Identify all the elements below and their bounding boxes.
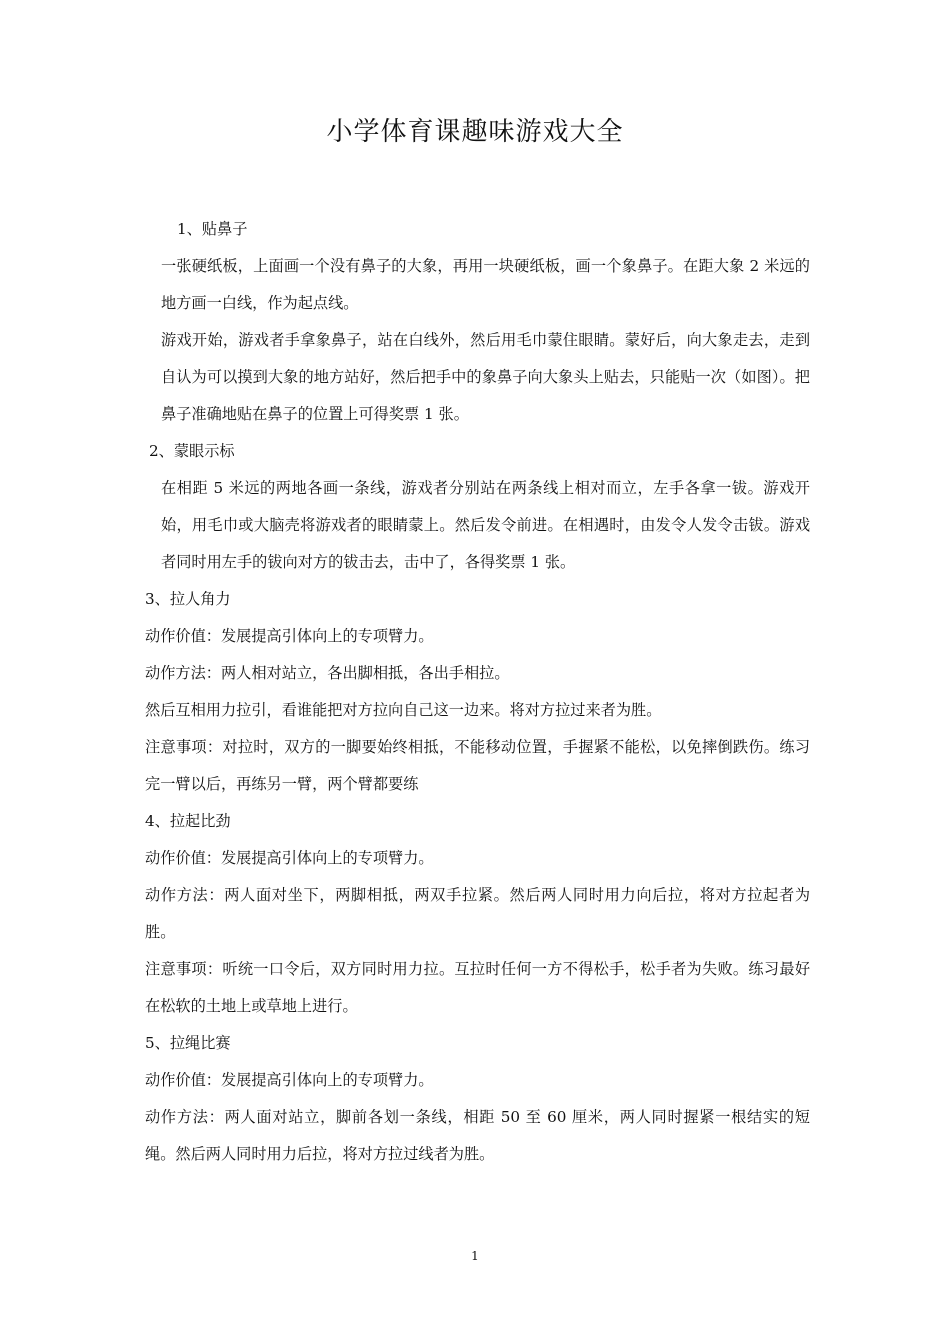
paragraph: 动作方法：两人相对站立，各出脚相抵，各出手相拉。 [145, 664, 510, 682]
page-number: 1 [471, 1249, 479, 1263]
section-heading: 5、拉绳比赛 [145, 1034, 231, 1052]
paragraph: 游戏开始，游戏者手拿象鼻子，站在白线外，然后用毛巾蒙住眼睛。蒙好后，向大象走去，走到自认为可以摸到大象的地方站好，然后把手中的象鼻子向大象头上贴去，只能贴一次（如图）。把鼻子准确地贴在鼻子的位置上可得奖票 1 张。 [161, 331, 810, 423]
paragraph: 动作方法：两人面对站立，脚前各划一条线，相距 50 至 60 厘米，两人同时握紧一根结实的短绳。然后两人同时用力后拉，将对方拉过线者为胜。 [145, 1108, 810, 1163]
paragraph: 在相距 5 米远的两地各画一条线，游戏者分别站在两条线上相对而立，左手各拿一钹。游戏开始，用毛巾或大脑壳将游戏者的眼睛蒙上。然后发令前进。在相遇时，由发令人发令击钹。游戏者同时用左手的钹向对方的钹击去，击中了，各得奖票 1 张。 [161, 479, 810, 571]
document-body [145, 211, 810, 1173]
paragraph: 动作价值：发展提高引体向上的专项臂力。 [145, 627, 434, 645]
paragraph: 然后互相用力拉引，看谁能把对方拉向自己这一边来。将对方拉过来者为胜。 [145, 701, 662, 719]
document-title: 小学体育课趣味游戏大全 [326, 117, 624, 147]
section-heading: 1、贴鼻子 [177, 220, 248, 238]
paragraph: 一张硬纸板，上面画一个没有鼻子的大象，再用一块硬纸板，画一个象鼻子。在距大象 2 米远的地方画一白线，作为起点线。 [161, 257, 810, 312]
paragraph: 动作方法：两人面对坐下，两脚相抵，两双手拉紧。然后两人同时用力向后拉，将对方拉起者为胜。 [145, 886, 810, 941]
section-heading: 4、拉起比劲 [145, 812, 231, 830]
paragraph: 动作价值：发展提高引体向上的专项臂力。 [145, 1071, 434, 1089]
paragraph: 注意事项：对拉时，双方的一脚要始终相抵，不能移动位置，手握紧不能松，以免摔倒跌伤。练习完一臂以后，再练另一臂，两个臂都要练 [145, 738, 810, 793]
paragraph: 注意事项：听统一口令后，双方同时用力拉。互拉时任何一方不得松手，松手者为失败。练习最好在松软的土地上或草地上进行。 [145, 960, 810, 1015]
paragraph: 动作价值：发展提高引体向上的专项臂力。 [145, 849, 434, 867]
section-heading: 3、拉人角力 [145, 590, 231, 608]
section-heading: 2、蒙眼示标 [149, 442, 235, 460]
